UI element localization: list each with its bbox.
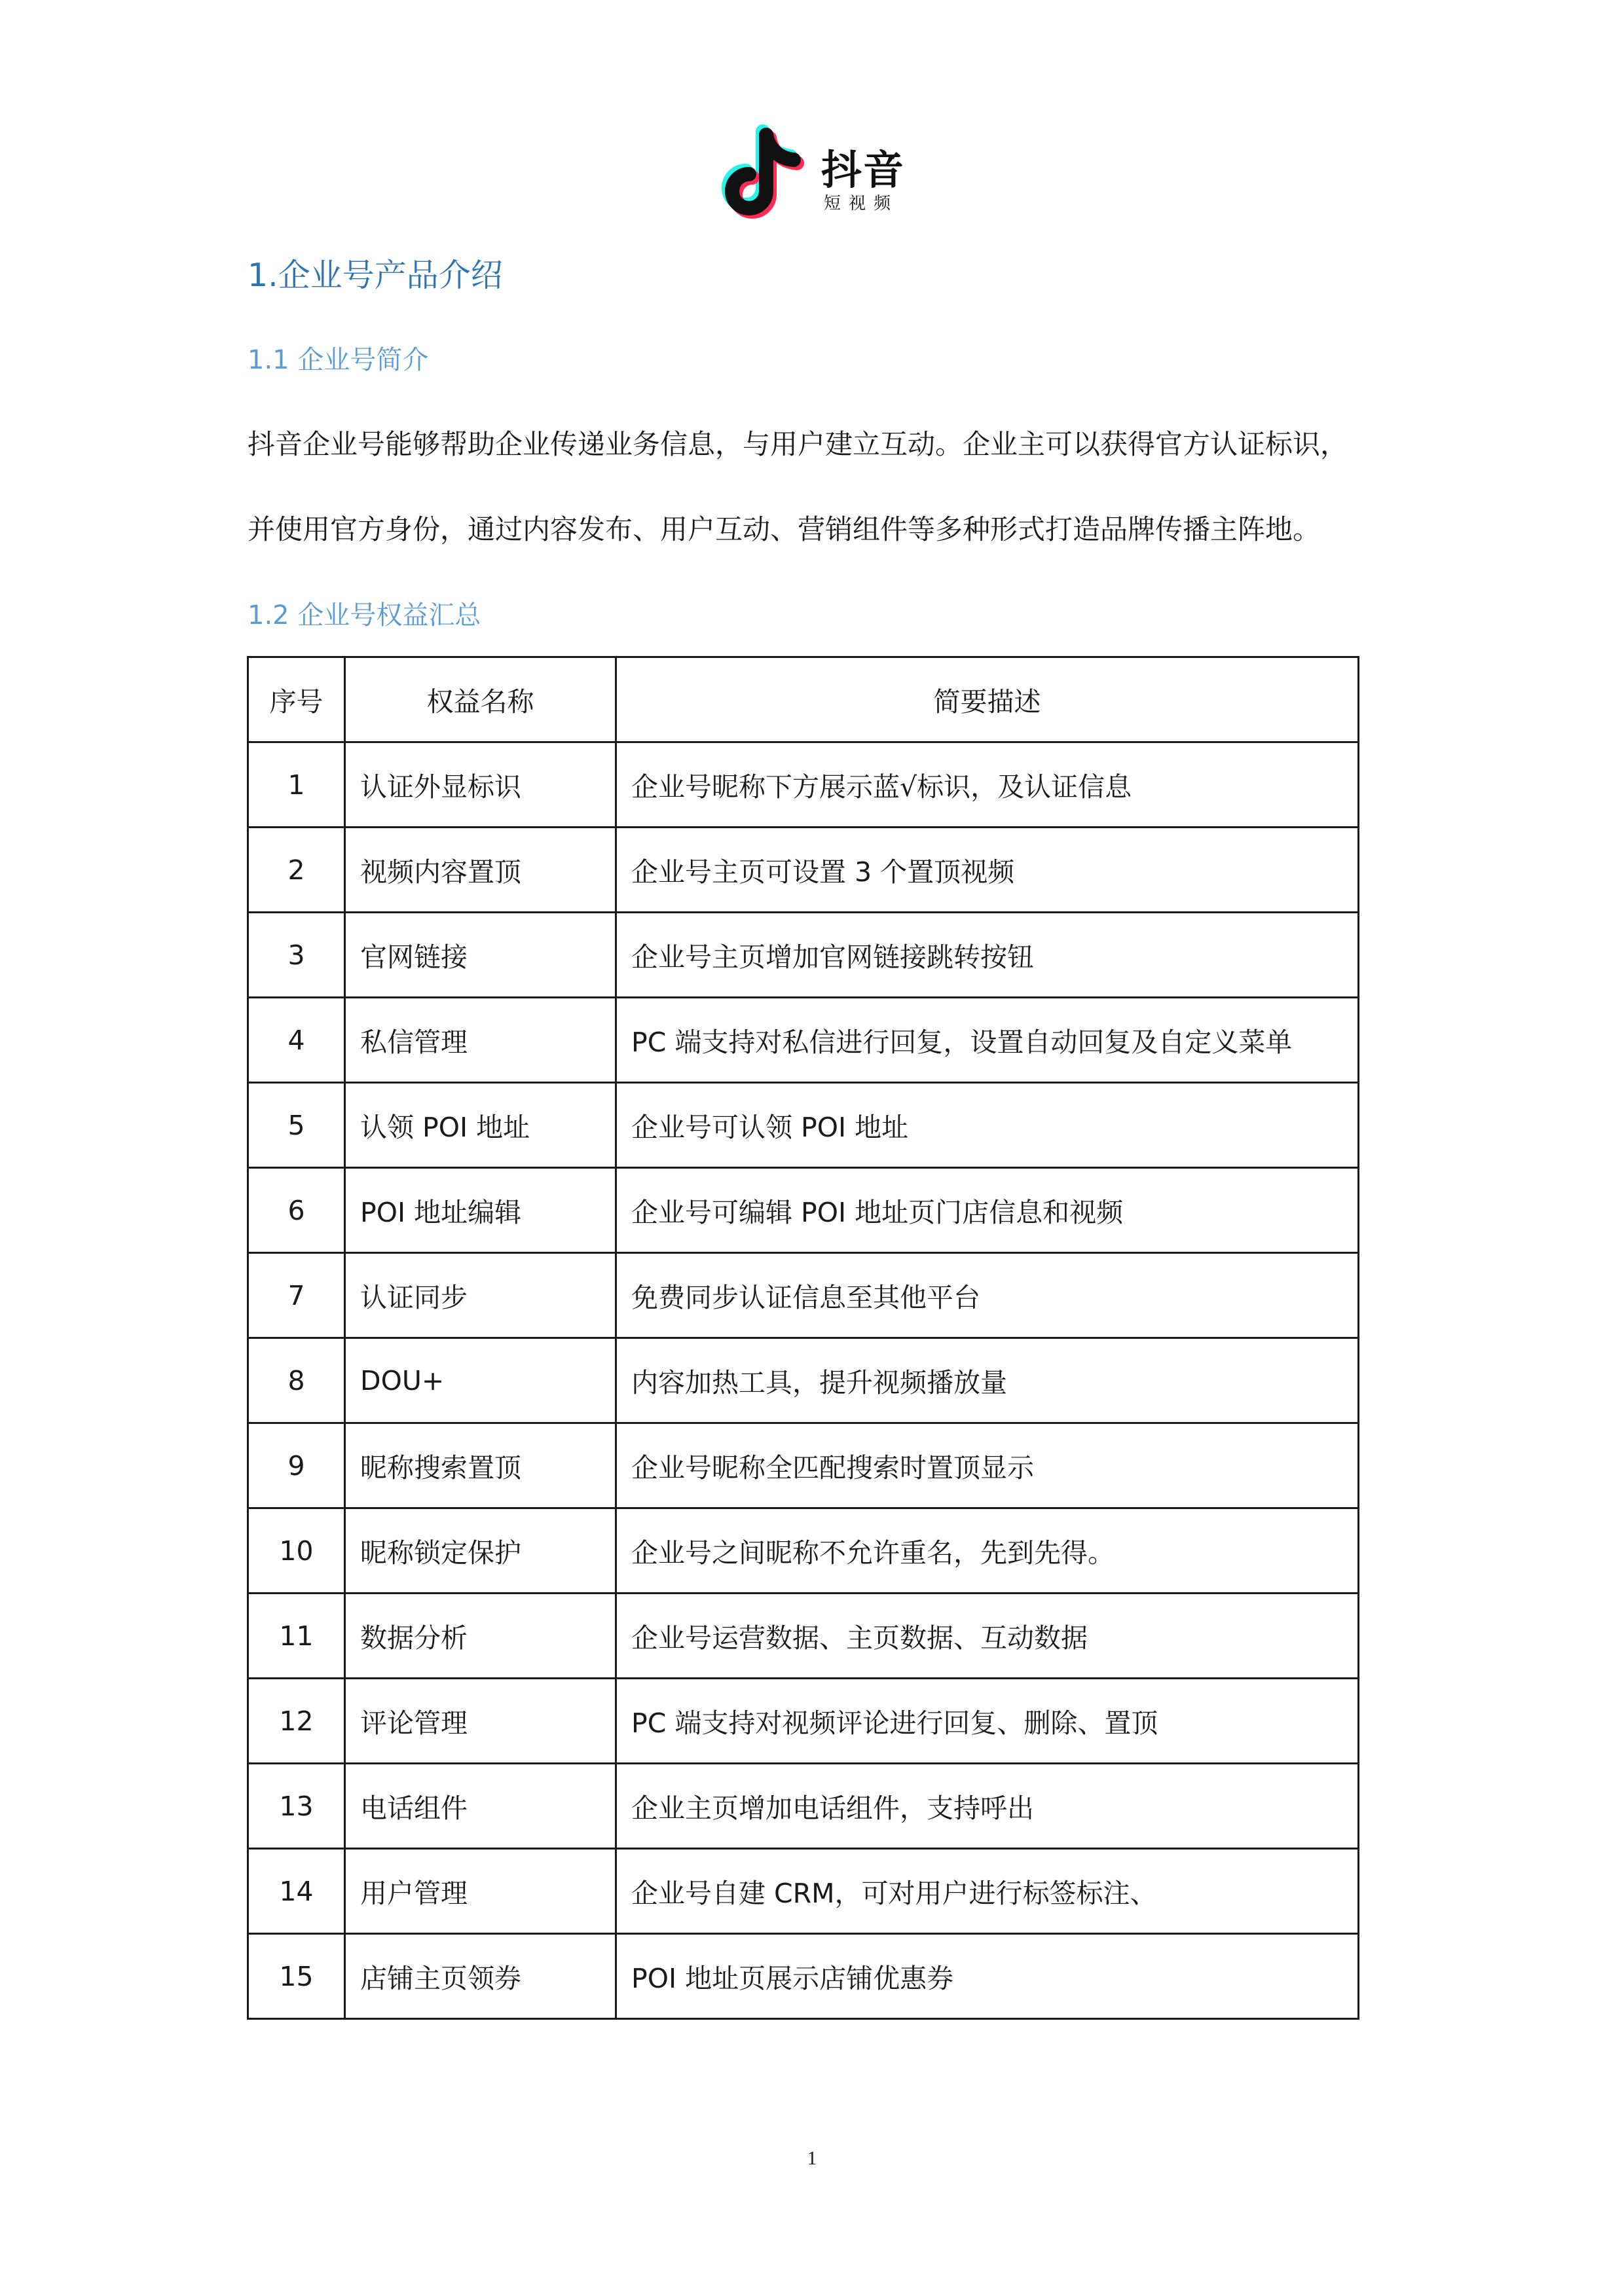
table-row bbox=[248, 1594, 1359, 1679]
cell-desc: 企业号自建 CRM，可对用户进行标签标注、 bbox=[616, 1849, 1359, 1934]
table-row bbox=[248, 1423, 1359, 1508]
cell-name: 私信管理 bbox=[345, 998, 616, 1083]
cell-name: POI 地址编辑 bbox=[345, 1168, 616, 1253]
heading-rights-summary: 1.2 企业号权益汇总 bbox=[248, 600, 481, 630]
cell-desc: 企业号主页可设置 3 个置顶视频 bbox=[616, 828, 1359, 913]
cell-num: 13 bbox=[248, 1764, 345, 1849]
cell-name: 用户管理 bbox=[345, 1849, 616, 1934]
cell-num: 3 bbox=[248, 913, 345, 998]
heading-intro: 1.1 企业号简介 bbox=[248, 345, 429, 375]
header-desc: 简要描述 bbox=[616, 657, 1359, 742]
cell-name: DOU+ bbox=[345, 1338, 616, 1423]
cell-desc: PC 端支持对私信进行回复，设置自动回复及自定义菜单 bbox=[616, 998, 1359, 1083]
table-row bbox=[248, 1764, 1359, 1849]
cell-num: 15 bbox=[248, 1934, 345, 2019]
table-row bbox=[248, 1338, 1359, 1423]
cell-desc: PC 端支持对视频评论进行回复、删除、置顶 bbox=[616, 1679, 1359, 1764]
cell-num: 2 bbox=[248, 828, 345, 913]
intro-paragraph-line2: 并使用官方身份，通过内容发布、用户互动、营销组件等多种形式打造品牌传播主阵地。 bbox=[248, 513, 1321, 545]
cell-name: 评论管理 bbox=[345, 1679, 616, 1764]
cell-desc: 免费同步认证信息至其他平台 bbox=[616, 1253, 1359, 1338]
heading-product-intro: 1.企业号产品介绍 bbox=[248, 257, 503, 294]
logo-title: 抖音 bbox=[821, 146, 906, 194]
header-num: 序号 bbox=[248, 657, 345, 742]
table-row bbox=[248, 828, 1359, 913]
cell-desc: POI 地址页展示店铺优惠券 bbox=[616, 1934, 1359, 2019]
cell-num: 9 bbox=[248, 1423, 345, 1508]
rights-table bbox=[247, 656, 1359, 2020]
table-row bbox=[248, 1253, 1359, 1338]
table-row bbox=[248, 913, 1359, 998]
table-row bbox=[248, 1849, 1359, 1934]
cell-num: 1 bbox=[248, 742, 345, 828]
logo-subtitle: 短视频 bbox=[824, 194, 899, 213]
cell-desc: 内容加热工具，提升视频播放量 bbox=[616, 1338, 1359, 1423]
cell-name: 店铺主页领券 bbox=[345, 1934, 616, 2019]
table-row bbox=[248, 1508, 1359, 1594]
table-header-row bbox=[248, 657, 1359, 742]
cell-desc: 企业号昵称全匹配搜索时置顶显示 bbox=[616, 1423, 1359, 1508]
cell-name: 认证外显标识 bbox=[345, 742, 616, 828]
table-row bbox=[248, 1083, 1359, 1168]
intro-paragraph-line1: 抖音企业号能够帮助企业传递业务信息，与用户建立互动。企业主可以获得官方认证标识， bbox=[248, 428, 1348, 460]
douyin-note-icon bbox=[719, 124, 811, 223]
cell-num: 4 bbox=[248, 998, 345, 1083]
cell-num: 7 bbox=[248, 1253, 345, 1338]
cell-desc: 企业号之间昵称不允许重名，先到先得。 bbox=[616, 1508, 1359, 1594]
cell-name: 昵称搜索置顶 bbox=[345, 1423, 616, 1508]
cell-name: 视频内容置顶 bbox=[345, 828, 616, 913]
cell-name: 认领 POI 地址 bbox=[345, 1083, 616, 1168]
table-row bbox=[248, 742, 1359, 828]
douyin-logo bbox=[719, 124, 915, 223]
cell-name: 认证同步 bbox=[345, 1253, 616, 1338]
table-row bbox=[248, 1679, 1359, 1764]
cell-desc: 企业号运营数据、主页数据、互动数据 bbox=[616, 1594, 1359, 1679]
cell-num: 11 bbox=[248, 1594, 345, 1679]
cell-num: 10 bbox=[248, 1508, 345, 1594]
cell-name: 官网链接 bbox=[345, 913, 616, 998]
cell-num: 14 bbox=[248, 1849, 345, 1934]
cell-desc: 企业号可认领 POI 地址 bbox=[616, 1083, 1359, 1168]
cell-num: 6 bbox=[248, 1168, 345, 1253]
cell-desc: 企业号昵称下方展示蓝√标识，及认证信息 bbox=[616, 742, 1359, 828]
cell-name: 昵称锁定保护 bbox=[345, 1508, 616, 1594]
cell-num: 8 bbox=[248, 1338, 345, 1423]
table-row bbox=[248, 1168, 1359, 1253]
header-name: 权益名称 bbox=[345, 657, 616, 742]
cell-desc: 企业号主页增加官网链接跳转按钮 bbox=[616, 913, 1359, 998]
cell-desc: 企业主页增加电话组件，支持呼出 bbox=[616, 1764, 1359, 1849]
cell-name: 电话组件 bbox=[345, 1764, 616, 1849]
cell-num: 12 bbox=[248, 1679, 345, 1764]
cell-name: 数据分析 bbox=[345, 1594, 616, 1679]
table-row bbox=[248, 1934, 1359, 2019]
table-row bbox=[248, 998, 1359, 1083]
cell-desc: 企业号可编辑 POI 地址页门店信息和视频 bbox=[616, 1168, 1359, 1253]
page-number: 1 bbox=[807, 2147, 817, 2169]
cell-num: 5 bbox=[248, 1083, 345, 1168]
